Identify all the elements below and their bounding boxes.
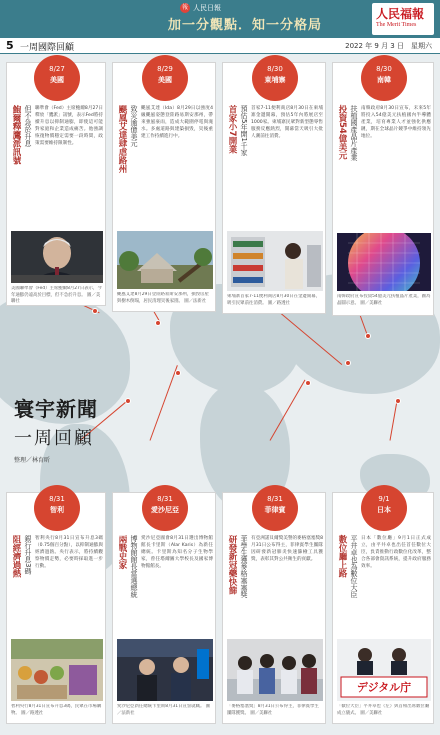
badge-country: 菲律賓 [264,506,286,514]
badge-date: 8/30 [376,65,392,73]
map-pin [365,333,371,339]
card-body: 首家7-11便利商店8月30日在柬埔寨金邊開幕，預估5年內將展店至1000家。柬埔寨民眾對新型態零售服務反應熱烈，開幕當天吸引大批人潮前往消費。 [251,106,323,139]
card-headline: 兩戰史家 [117,535,127,569]
map-pin [92,308,98,314]
feature-subtitle: 一周回顧 [14,428,94,449]
paper-tag-badge: 報 [181,4,188,11]
card-body: 南韓政府8月30日宣布，未來5年將投入54億美元扶植國內半導體產業，培育專業人才並強化供應鏈，期在全球晶片競爭中維持領先地位。 [361,106,431,139]
top-banner [0,0,440,38]
badge-country: 日本 [377,506,391,514]
card-subheadline: 博物館館長當選總統 [130,535,138,598]
card-body: 智利央行8月31日宣布升息3碼（0.75個百分點），以抑制通膨與經濟過熱。央行表示，將持續觀察物價走勢，必要時採取進一步行動。 [35,536,103,569]
photo-caption: 南韓政府宣布投資54億美元扶植晶片產業，圖為晶圓示意。 圖／美聯社 [337,294,431,306]
card-headline: 鮑爾釋鷹派訊號 [11,105,21,165]
section-header [0,38,440,54]
card-headline: 首家小7開業 [227,105,237,154]
date-badge [142,55,188,101]
badge-date: 9/1 [378,495,390,503]
photo-caption: 愛沙尼亞新任總統卡里斯8月31日宣誓就職。 圖／法新社 [117,704,211,716]
news-card-us-hurricane[interactable] [112,62,216,312]
date-badge [142,485,188,531]
badge-country: 美國 [50,76,64,84]
date-badge [34,55,80,101]
badge-date: 8/29 [157,65,173,73]
byline: 整理／林育昕 [14,457,51,464]
page-number: 5 [6,39,14,52]
logo-chinese: 人民福報 [376,7,425,21]
badge-date: 8/31 [267,495,283,503]
date-badge [252,55,298,101]
card-subheadline: 銀行升息3碼 [24,535,32,575]
card-headline: 研發新冠藥快篩 [227,535,237,595]
news-card-estonia[interactable] [112,492,216,724]
card-body: 日本「數位廳」9月1日正式成立，由平井卓也出任首任數位大臣，負責推動行政數位化改革，整合各部會資訊系統，提升政府服務效率。 [361,536,431,569]
badge-country: 東埔寨 [264,76,286,84]
photo-fed-chair [11,231,103,283]
photo-store-art [227,231,323,291]
card-body: 有亞洲諾貝爾獎美譽的麥格塞塞獎8月31日公布得主，菲律賓學生團隊因研發新冠肺炎快速篩檢工具獲獎，表彰其對公共衛生的貢獻。 [251,536,323,562]
news-card-korea-chips[interactable] [332,62,434,316]
badge-country: 愛沙尼亞 [151,506,179,514]
sign-text: デジタル庁 [356,681,412,694]
news-card-chile[interactable] [6,492,106,724]
card-headline: 阻經濟過熱 [11,535,21,578]
badge-country: 美國 [158,76,172,84]
photo-caption: 柬埔寨首家7-11便利商店8月30日在金邊開幕，吸引民眾前往消費。 圖／路透社 [227,294,320,306]
photo-caption: 「數位大臣」平井卓也（左）與首相出席數位廳成立儀式。 圖／美聯社 [337,704,430,716]
card-body: 颶風艾達（Ida）8月29日以強度4級颶風姿態登陸路易斯安那州，帶來強風豪雨，造成大範圍停電與淹水。多處道路與建築損毀，災後重建工作持續進行中。 [141,106,213,139]
map-pin [395,398,401,404]
badge-date: 8/27 [49,65,65,73]
card-body: 聯準會（Fed）主席鮑爾8月27日釋放「鷹派」訊號，表示Fed將持續升息以抑制通膨，即使這可能對家庭和企業造成痛苦。他強調恢復物價穩定需要一段時間，政策需要維持限制性。 [35,106,103,146]
photo-digital-agency-art [337,639,431,701]
photo-president-art [117,639,213,701]
card-headline: 數位廳上路 [337,535,347,578]
paper-tag [180,3,221,13]
badge-date: 8/30 [267,65,283,73]
news-card-us-fed[interactable] [6,62,106,306]
photo-president [117,639,213,701]
card-headline: 颶風艾達肆虐路州 [117,105,127,173]
photo-wafer [337,233,431,291]
map-pin [345,360,351,366]
map-pin [175,370,181,376]
card-body: 愛沙尼亞國會8月31日選出博物館館長卡里斯（Alar Karis）為新任總統。卡里斯為知名分子生物學家，曾任塔爾圖大學校長及國家博物館館長。 [141,536,213,569]
card-subheadline: 平井卓也為數位大臣 [350,535,358,598]
photo-store-shelves [227,231,323,291]
logo-english: The Merit Times [376,22,417,28]
photo-caption: 美國聯準會（Fed）主席鮑爾8月27日表示，今年通膨仍遠高於目標，但不急於升息。 圖／美聯社 [11,286,102,305]
badge-country: 智利 [50,506,64,514]
photo-storm-damage [117,231,213,289]
paper-tag-label: 人民日報 [193,4,221,12]
badge-country: 南韓 [377,76,391,84]
date-badge [361,485,407,531]
news-card-japan[interactable] [332,492,434,724]
card-headline: 投資54億美元 [337,105,347,160]
section-title: 一周國際回顧 [20,43,75,53]
card-subheadline: 但不急於升息 [24,105,32,147]
card-subheadline: 預估5年開1千家 [240,105,248,156]
photo-caption: 智利央行8月31日宣布升息3碼，民眾在市場購物。 圖／路透社 [11,704,102,716]
badge-date: 8/31 [49,495,65,503]
newspaper-logo[interactable] [372,3,434,35]
date-badge [34,485,80,531]
feature-title-block [14,393,98,464]
photo-market-art [11,639,103,701]
map-pin [125,398,131,404]
card-subheadline: 致災逾億美元 [130,105,138,147]
card-subheadline: 扶植國產晶片產業 [350,105,358,161]
photo-wafer-art [337,233,431,291]
photo-storm-damage-art [117,231,213,289]
issue-date: 2022 年 9 月 3 日 星期六 [345,42,432,50]
date-badge [252,485,298,531]
feature-title: 寰宇新聞 [14,397,98,421]
photo-caption: 「麥格塞塞獎」8月31日公布得主，菲律賓學生團隊獲獎。 圖／美聯社 [227,704,319,716]
news-card-philippines[interactable] [222,492,326,724]
photo-market [11,639,103,701]
photo-students [227,639,323,701]
map-pin [155,320,161,326]
photo-students-art [227,639,323,701]
card-subheadline: 菲學生獲麥格塞塞獎 [240,535,248,598]
photo-fed-chair-art [11,231,103,283]
map-pin [305,380,311,386]
news-card-cambodia-711[interactable] [222,62,326,314]
date-badge [361,55,407,101]
slogan: 加一分觀點．知一分格局 [168,18,323,33]
badge-date: 8/31 [157,495,173,503]
photo-caption: 颶風艾達8月29日登陸路易斯安那州，損毀房屋與樹木倒塌，居民清理災後家園。 圖／法新社 [117,292,209,304]
photo-digital-agency [337,639,431,701]
